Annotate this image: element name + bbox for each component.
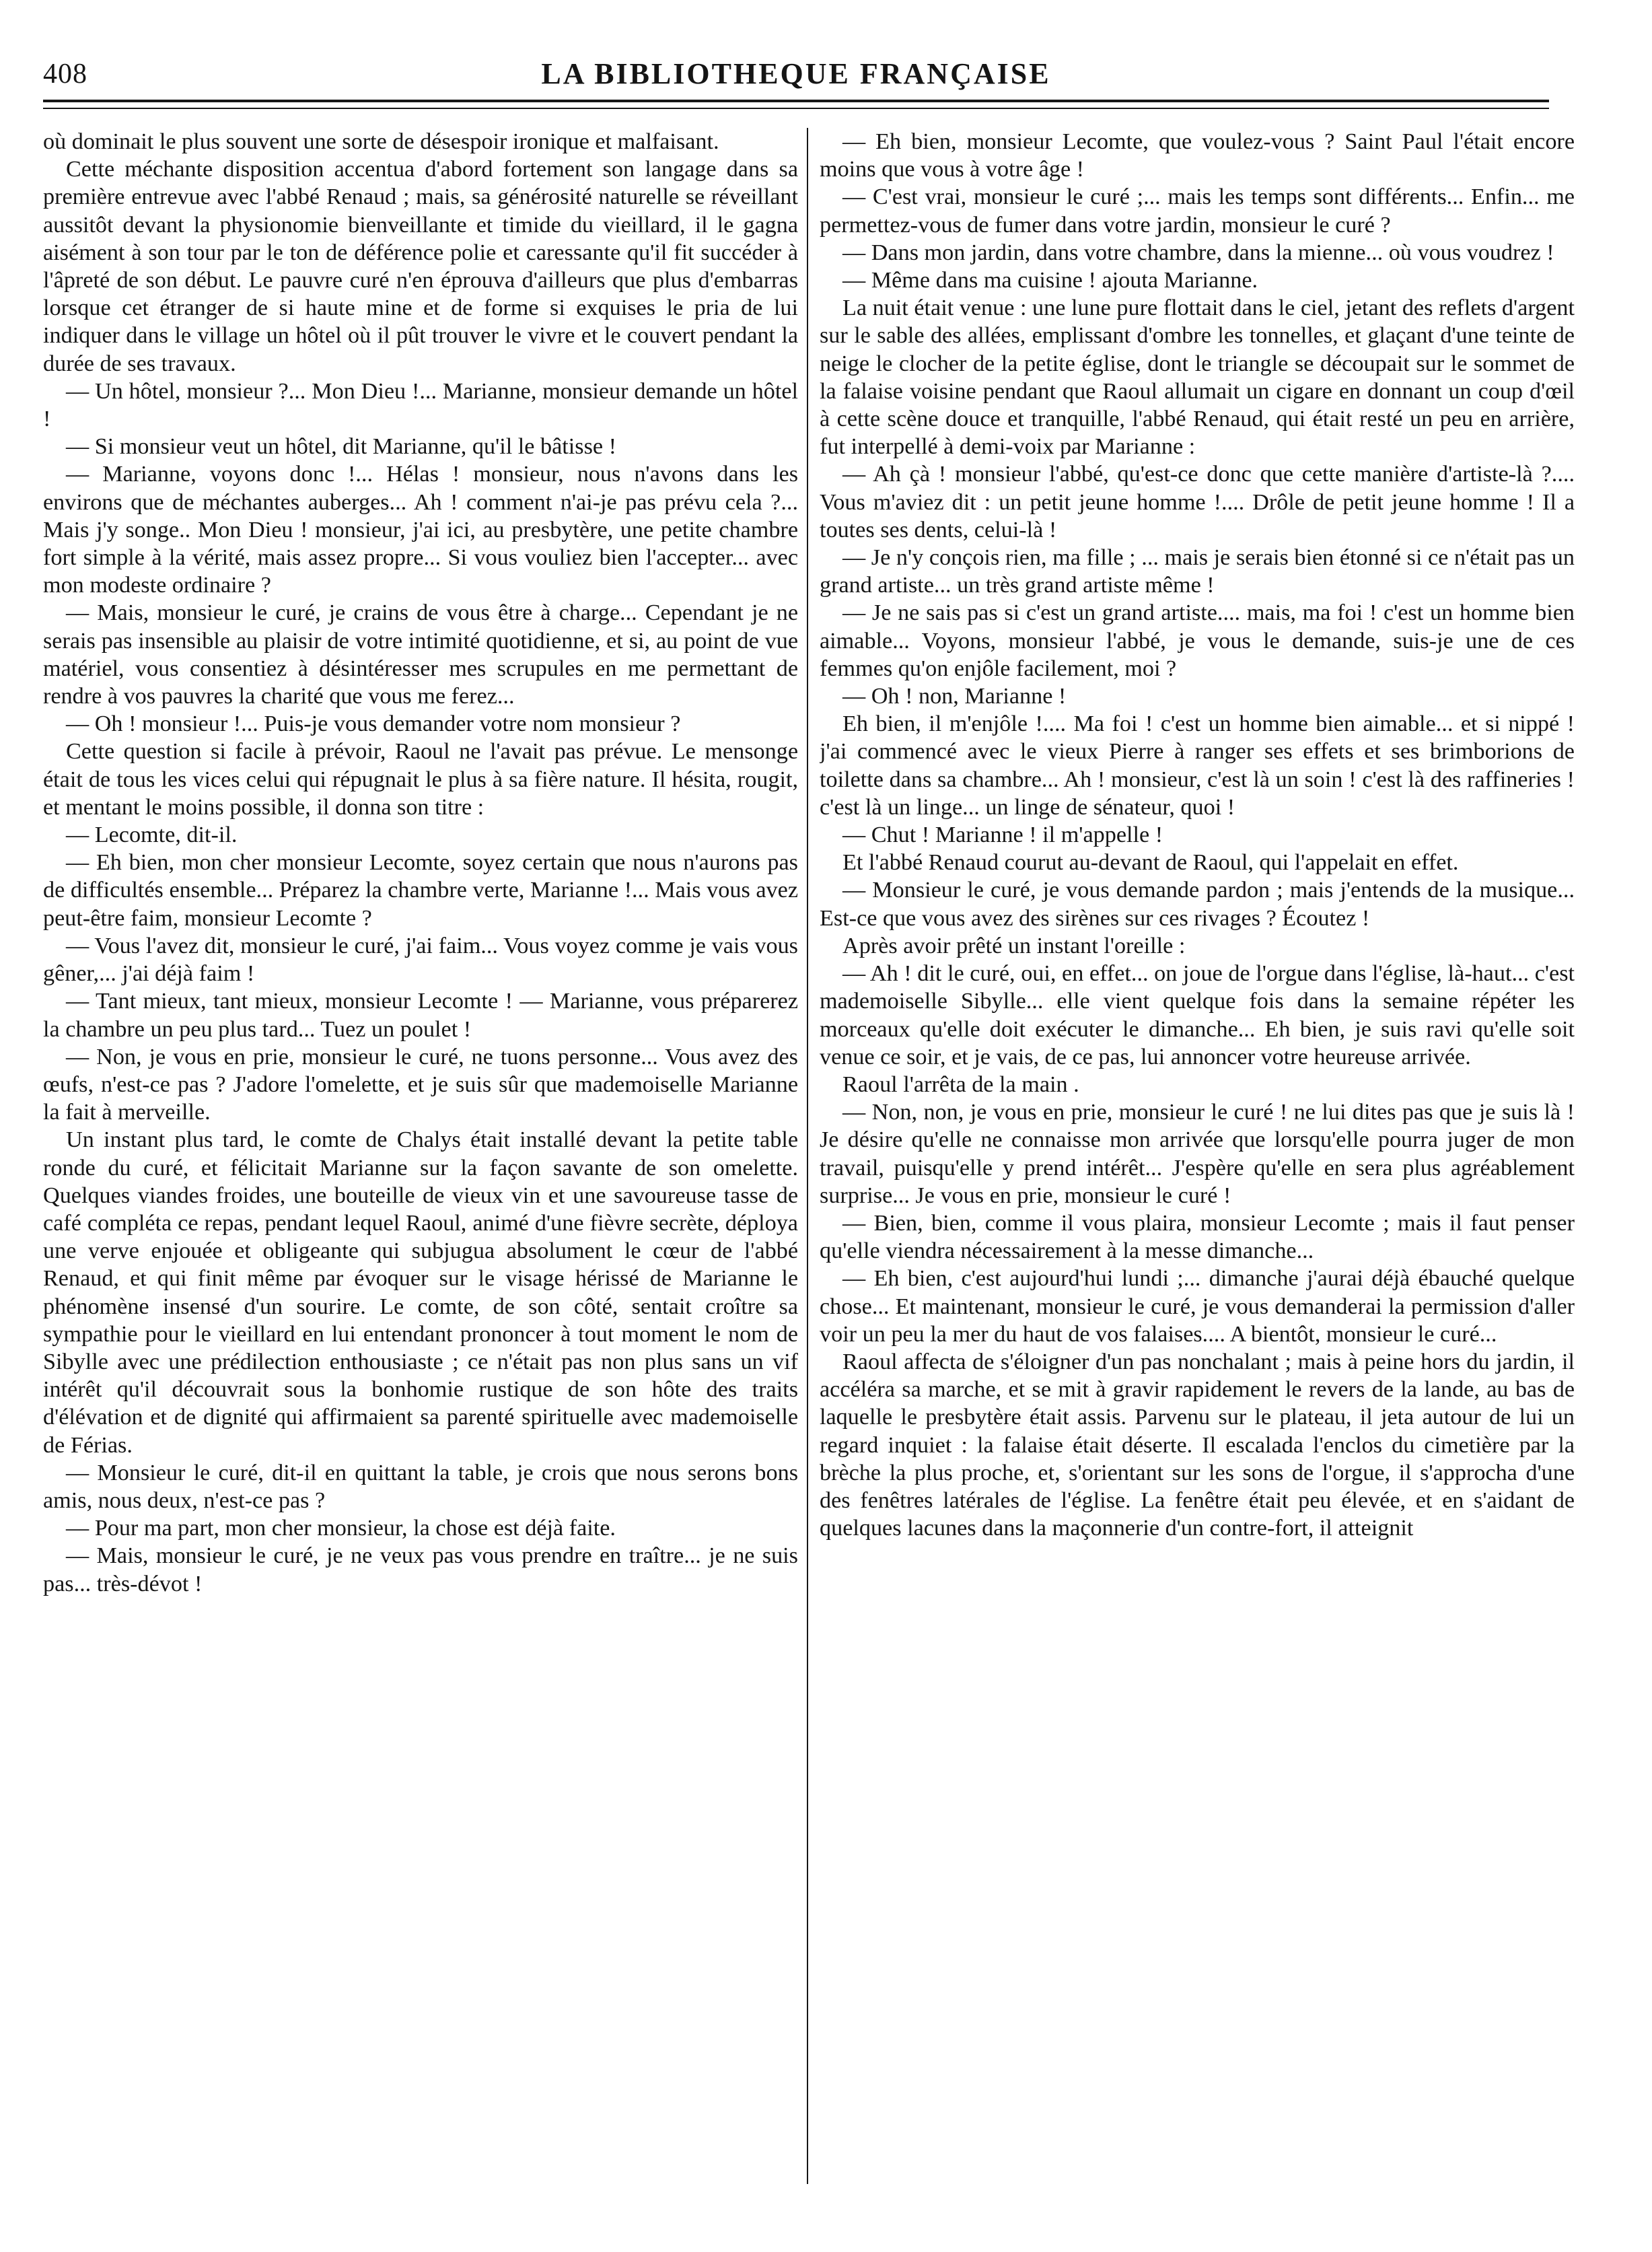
- paragraph: Après avoir prêté un instant l'oreille :: [842, 933, 1186, 958]
- paragraph: — Je n'y conçois rien, ma fille ; ... mais je serais bien étonné si ce n'était pas un grand artiste... un très grand artiste même !: [820, 545, 1575, 598]
- paragraph: — Tant mieux, tant mieux, monsieur Lecomte ! — Marianne, vous préparerez la chambre un peu plus tard... Tuez un poulet !: [43, 989, 798, 1042]
- paragraph: Raoul affecta de s'éloigner d'un pas nonchalant ; mais à peine hors du jardin, il accéléra sa marche, et se mit à gravir rapidement le revers de la lande, au bas de laquelle le presbytère était assis. Parvenu sur le plateau, il jeta autour de lui un regard inquiet : la falaise était déserte. Il escalada l'enclos du cimetière par la brèche la plus proche, et, s'orientant sur les sons de l'orgue, il s'approcha d'une des fenêtres latérales de l'église. La fenêtre était peu élevée, et en s'aidant de quelques lacunes dans la maçonnerie d'un contre-fort, il atteignit: [820, 1349, 1575, 1541]
- paragraph: — Lecomte, dit-il.: [66, 822, 238, 848]
- paragraph: — Eh bien, mon cher monsieur Lecomte, soyez certain que nous n'aurons pas de difficultés ensemble... Préparez la chambre verte, Marianne !... Mais vous avez peut-être faim, monsieur Lecomte ?: [43, 850, 798, 931]
- paragraph: — Même dans ma cuisine ! ajouta Marianne.: [842, 268, 1258, 293]
- paragraph: — Dans mon jardin, dans votre chambre, dans la mienne... où vous voudrez !: [842, 240, 1554, 265]
- running-title: LA BIBLIOTHEQUE FRANÇAISE: [541, 57, 1051, 90]
- right-column: [820, 128, 1575, 2181]
- column-divider: [807, 128, 808, 2184]
- paragraph: Raoul l'arrêta de la main .: [842, 1071, 1079, 1097]
- paragraph: — Oh ! non, Marianne !: [842, 684, 1067, 709]
- paragraph: — Mais, monsieur le curé, je crains de vous être à charge... Cependant je ne serais pas insensible au plaisir de votre intimité quotidienne, et si, au point de vue matériel, vous consentiez à désintéresser mes scrupules en me permettant de rendre à vos pauvres la charité que vous me ferez...: [43, 600, 798, 709]
- paragraph: La nuit était venue : une lune pure flottait dans le ciel, jetant des reflets d'argent sur le sable des allées, emplissant d'ombre les tonnelles, et glaçant d'une teinte de neige le clocher de la petite église, dont le triangle se découpait sur le sommet de la falaise voisine pendant que Raoul allumait un cigare en donnant un coup d'œil à cette scène douce et tranquille, l'abbé Renaud, qui était resté un peu en arrière, fut interpellé à demi-voix par Marianne :: [820, 295, 1575, 460]
- header-rule: [43, 100, 1549, 102]
- paragraph: — Monsieur le curé, dit-il en quittant la table, je crois que nous serons bons amis, nous deux, n'est-ce pas ?: [43, 1460, 798, 1513]
- paragraph: — Eh bien, monsieur Lecomte, que voulez-vous ? Saint Paul l'était encore moins que vous à votre âge !: [820, 129, 1575, 182]
- paragraph: — Bien, bien, comme il vous plaira, monsieur Lecomte ; mais il faut penser qu'elle viendra nécessairement à la messe dimanche...: [820, 1210, 1575, 1264]
- paragraph: — Eh bien, c'est aujourd'hui lundi ;... dimanche j'aurai déjà ébauché quelque chose... Et maintenant, monsieur le curé, je vous demanderai la permission d'aller voir un peu la mer du haut de vos falaises.... A bientôt, monsieur le curé...: [820, 1266, 1575, 1347]
- paragraph: — Je ne sais pas si c'est un grand artiste.... mais, ma foi ! c'est un homme bien aimable... Voyons, monsieur l'abbé, je vous le demande, suis-je une de ces femmes qu'on enjôle facilement, moi ?: [820, 600, 1575, 681]
- paragraph: — Vous l'avez dit, monsieur le curé, j'ai faim... Vous voyez comme je vais vous gêner,... j'ai déjà faim !: [43, 933, 798, 987]
- paragraph: Un instant plus tard, le comte de Chalys était installé devant la petite table ronde du curé, et félicitait Marianne sur la façon savante de son omelette. Quelques viandes froides, une bouteille de vieux vin et une savoureuse tasse de café compléta ce repas, pendant lequel Raoul, animé d'une fièvre secrète, déploya une verve enjouée et obligeante qui subjugua absolument le cœur de l'abbé Renaud, et qui finit même par évoquer sur le visage hérissé de Marianne le phénomène insensé d'un sourire. Le comte, de son côté, sentait croître sa sympathie pour le vieillard en lui entendant prononcer à tout moment le nom de Sibylle avec une prédilection enthousiaste ; ce n'était pas non plus sans un vif intérêt qu'il découvrait sous la bonhomie rustique de son hôte des traits d'élévation et de dignité qui affirmaient sa parenté spirituelle avec mademoiselle de Férias.: [43, 1127, 798, 1458]
- paragraph: — Si monsieur veut un hôtel, dit Marianne, qu'il le bâtisse !: [66, 434, 616, 460]
- page-number: 408: [43, 59, 87, 90]
- paragraph: Et l'abbé Renaud courut au-devant de Raoul, qui l'appelait en effet.: [842, 850, 1459, 876]
- paragraph: — C'est vrai, monsieur le curé ;... mais les temps sont différents... Enfin... me permettez-vous de fumer dans votre jardin, monsieur le curé ?: [820, 184, 1575, 238]
- paragraph: — Marianne, voyons donc !... Hélas ! monsieur, nous n'avons dans les environs que de méchantes auberges... Ah ! comment n'ai-je pas prévu cela ?... Mais j'y songe.. Mon Dieu ! monsieur, j'ai ici, au presbytère, une petite chambre fort simple à la vérité, mais assez propre... Si vous vouliez bien l'accepter... avec mon modeste ordinaire ?: [43, 462, 798, 598]
- paragraph: — Ah ! dit le curé, oui, en effet... on joue de l'orgue dans l'église, là-haut... c'est mademoiselle Sibylle... elle vient quelque fois dans la semaine répéter les morceaux qu'elle doit exécuter le dimanche... Eh bien, je suis ravi qu'elle soit venue ce soir, et je vais, de ce pas, lui annoncer votre heureuse arrivée.: [820, 961, 1575, 1069]
- paragraph: — Ah çà ! monsieur l'abbé, qu'est-ce donc que cette manière d'artiste-là ?.... Vous m'aviez dit : un petit jeune homme !.... Drôle de petit jeune homme ! Il a toutes ses dents, celui-là !: [820, 462, 1575, 542]
- paragraph: — Pour ma part, mon cher monsieur, la chose est déjà faite.: [66, 1516, 616, 1541]
- paragraph: — Non, je vous en prie, monsieur le curé, ne tuons personne... Vous avez des œufs, n'est-ce pas ? J'adore l'omelette, et je suis sûr que mademoiselle Marianne la fait à merveille.: [43, 1044, 798, 1125]
- header-rule-thin: [43, 108, 1549, 109]
- paragraph: où dominait le plus souvent une sorte de désespoir ironique et malfaisant.: [43, 129, 719, 154]
- paragraph: — Mais, monsieur le curé, je ne veux pas vous prendre en traître... je ne suis pas... très-dévot !: [43, 1543, 798, 1596]
- left-column: [43, 128, 798, 2181]
- paragraph: — Monsieur le curé, je vous demande pardon ; mais j'entends de la musique... Est-ce que vous avez des sirènes sur ces rivages ? Écoutez !: [820, 878, 1575, 931]
- page-header: [43, 52, 1549, 100]
- paragraph: — Chut ! Marianne ! il m'appelle !: [842, 822, 1163, 848]
- paragraph: — Oh ! monsieur !... Puis-je vous demander votre nom monsieur ?: [66, 711, 681, 737]
- paragraph: Eh bien, il m'enjôle !.... Ma foi ! c'est un homme bien aimable... et si nippé ! j'ai commencé avec le vieux Pierre à ranger ses effets et ses brimborions de toilette dans sa chambre... Ah ! monsieur, c'est là un soin ! c'est là des raffineries ! c'est là un linge... un linge de sénateur, quoi !: [820, 711, 1575, 820]
- paragraph: — Non, non, je vous en prie, monsieur le curé ! ne lui dites pas que je suis là ! Je désire qu'elle ne connaisse mon arrivée que lorsqu'elle pourra juger de mon travail, puisqu'elle y prend intérêt... J'espère qu'elle en sera plus agréablement surprise... Je vous en prie, monsieur le curé !: [820, 1100, 1575, 1208]
- paragraph: Cette question si facile à prévoir, Raoul ne l'avait pas prévue. Le mensonge était de tous les vices celui qui répugnait le plus à sa fière nature. Il hésita, rougit, et mentant le moins possible, il donna son titre :: [43, 739, 798, 820]
- paragraph: — Un hôtel, monsieur ?... Mon Dieu !... Marianne, monsieur demande un hôtel !: [43, 378, 798, 432]
- paragraph: Cette méchante disposition accentua d'abord fortement son langage dans sa première entrevue avec l'abbé Renaud ; mais, sa générosité naturelle se réveillant aussitôt devant la physionomie bienveillante et timide du vieillard, il le gagna aisément à son tour par le ton de déférence polie et caressante qu'il fit succéder à l'âpreté de son début. Le pauvre curé n'en éprouva d'ailleurs que plus d'embarras lorsque cet étranger de si haute mine et de forme si exquises le pria de lui indiquer dans le village un hôtel où il pût trouver le vivre et le couvert pendant la durée de ses travaux.: [43, 157, 798, 376]
